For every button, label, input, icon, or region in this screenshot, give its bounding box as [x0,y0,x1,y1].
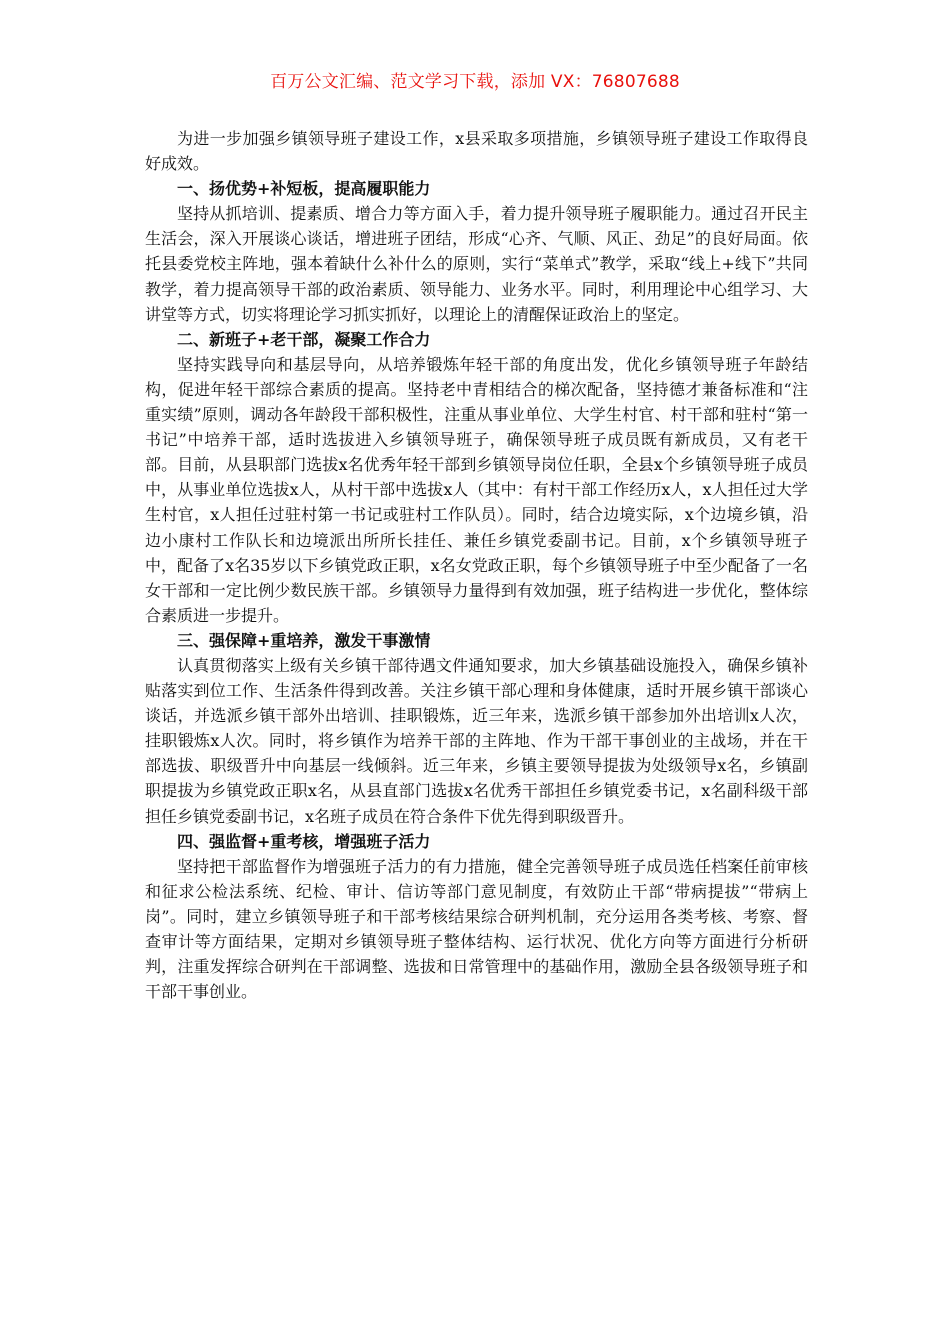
section-heading-3: 三、强保障+重培养，激发干事激情 [177,630,431,650]
section-heading-4: 四、强监督+重考核，增强班子活力 [177,831,431,851]
section-paragraph-2: 坚持实践导向和基层导向，从培养锻炼年轻干部的角度出发，优化乡镇领导班子年龄结构，促进年轻干部综合素质的提高。坚持老中青相结合的梯次配备，坚持德才兼备标准和“注重实绩”原则，调动各年龄段干部积极性，注重从事业单位、大学生村官、村干部和驻村“第一书记”中培养干部，适时选拔进入乡镇领导班子，确保领导班子成员既有新成员，又有老干部。目前，从县职部门选拔x名优秀年轻干部到乡镇领导岗位任职，全县x个乡镇领导班子成员中，从事业单位选拔x人，从村干部中选拔x人（其中：有村干部工作经历x人，x人担任过大学生村官，x人担任过驻村第一书记或驻村工作队员）。同时，结合边境实际，x个边境乡镇，沿边小康村工作队长和边境派出所所长挂任、兼任乡镇党委副书记。目前，x个乡镇领导班子中，配备了x名35岁以下乡镇党政正职，x名女党政正职，每个乡镇领导班子中至少配备了一名女干部和一定比例少数民族干部。乡镇领导力量得到有效加强，班子结构进一步优化，整体综合素质进一步提升。 [145,354,808,625]
section-heading-1: 一、扬优势+补短板，提高履职能力 [177,179,431,199]
section-paragraph-3: 认真贯彻落实上级有关乡镇干部待遇文件通知要求，加大乡镇基础设施投入，确保乡镇补贴落实到位工作、生活条件得到改善。关注乡镇干部心理和身体健康，适时开展乡镇干部谈心谈话，并选派乡镇干部外出培训、挂职锻炼，近三年来，选派乡镇干部参加外出培训x人次，挂职锻炼x人次。同时，将乡镇作为培养干部的主阵地、作为干部干事创业的主战场，并在干部选拔、职级晋升中向基层一线倾斜。近三年来，乡镇主要领导提拔为处级领导x名，乡镇副职提拔为乡镇党政正职x名，从县直部门选拔x名优秀干部担任乡镇党委书记，x名副科级干部担任乡镇党委副书记，x名班子成员在符合条件下优先得到职级晋升。 [145,655,808,826]
section-paragraph-1: 坚持从抓培训、提素质、增合力等方面入手，着力提升领导班子履职能力。通过召开民主生活会，深入开展谈心谈话，增进班子团结，形成“心齐、气顺、风正、劲足”的良好局面。依托县委党校主阵地，强本着缺什么补什么的原则，实行“菜单式”教学，采取“线上+线下”共同教学，着力提高领导干部的政治素质、领导能力、业务水平。同时，利用理论中心组学习、大讲堂等方式，切实将理论学习抓实抓好，以理论上的清醒保证政治上的坚定。 [145,204,808,324]
header-banner: 百万公文汇编、范文学习下载，添加 VX：76807688 [270,72,680,92]
section-heading-2: 二、新班子+老干部，凝聚工作合力 [177,329,431,349]
section-paragraph-4: 坚持把干部监督作为增强班子活力的有力措施，健全完善领导班子成员选任档案任前审核和征求公检法系统、纪检、审计、信访等部门意见制度，有效防止干部“带病提拔”“带病上岗”。同时，建立乡镇领导班子和干部考核结果综合研判机制，充分运用各类考核、考察、督查审计等方面结果，定期对乡镇领导班子整体结构、运行状况、优化方向等方面进行分析研判，注重发挥综合研判在干部调整、选拔和日常管理中的基础作用，激励全县各级领导班子和干部干事创业。 [145,856,808,1002]
intro-paragraph: 为进一步加强乡镇领导班子建设工作，x县采取多项措施，乡镇领导班子建设工作取得良好成效。 [145,129,808,174]
article-body [145,126,808,1004]
